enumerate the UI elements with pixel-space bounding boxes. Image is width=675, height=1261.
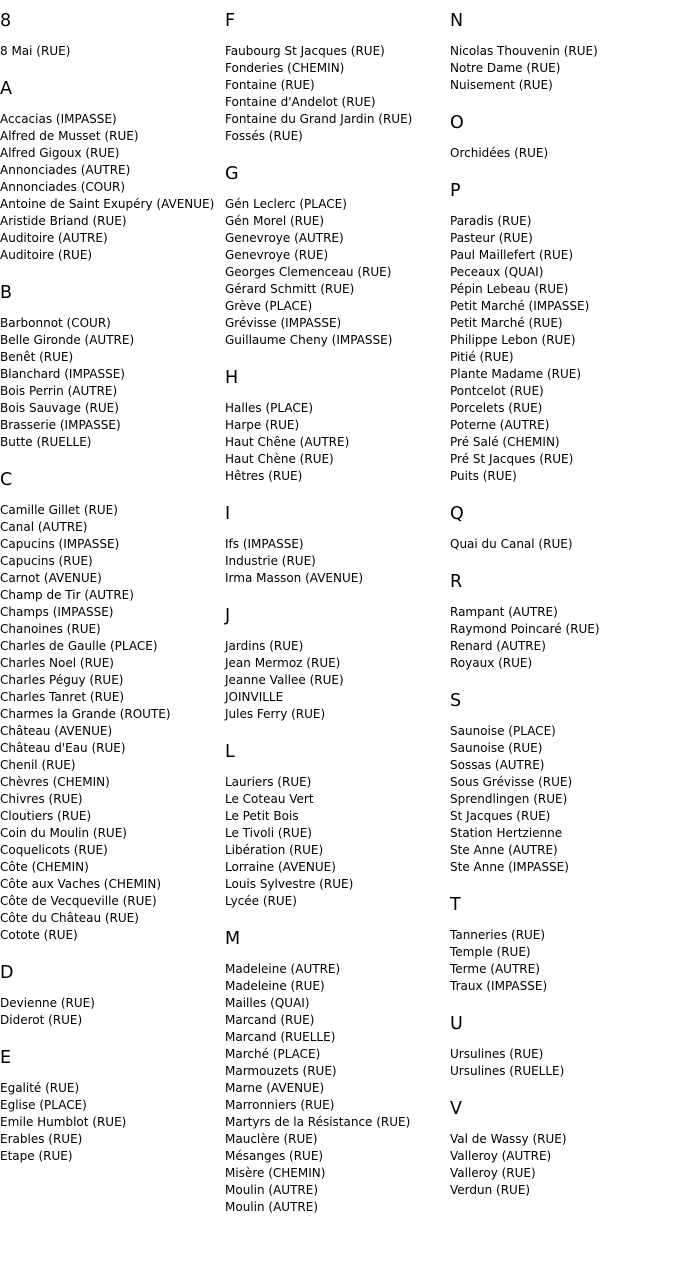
street-link[interactable]: Ursulines (RUELLE): [450, 1064, 565, 1078]
street-link[interactable]: Carnot (AVENUE): [0, 571, 102, 585]
street-link[interactable]: Halles (PLACE): [225, 401, 314, 415]
letter-heading: J: [225, 606, 231, 626]
letter-group-q: [450, 502, 675, 553]
street-link[interactable]: Antoine de Saint Exupéry (AVENUE): [0, 197, 215, 211]
street-link[interactable]: Paul Maillefert (RUE): [450, 248, 574, 262]
street-link[interactable]: JOINVILLE: [225, 690, 284, 704]
street-link[interactable]: Charmes la Grande (ROUTE): [0, 707, 171, 721]
street-link[interactable]: Charles de Gaulle (PLACE): [0, 639, 158, 653]
street-link[interactable]: Sous Grévisse (RUE): [450, 775, 573, 789]
street-link[interactable]: Coquelicots (RUE): [0, 843, 108, 857]
street-link[interactable]: Hêtres (RUE): [225, 469, 303, 483]
street-link[interactable]: Chenil (RUE): [0, 758, 76, 772]
letter-heading: V: [450, 1099, 462, 1119]
street-link[interactable]: Irma Masson (AVENUE): [225, 571, 364, 585]
street-link[interactable]: Gén Morel (RUE): [225, 214, 325, 228]
letter-heading: D: [0, 963, 14, 983]
street-link[interactable]: Capucins (RUE): [0, 554, 93, 568]
letter-group-r: [450, 570, 675, 672]
street-link[interactable]: Station Hertzienne: [450, 826, 563, 840]
street-link[interactable]: Libération (RUE): [225, 843, 324, 857]
street-link[interactable]: Louis Sylvestre (RUE): [225, 877, 354, 891]
street-link[interactable]: Camille Gillet (RUE): [0, 503, 118, 517]
street-link[interactable]: Charles Péguy (RUE): [0, 673, 124, 687]
street-link[interactable]: Ursulines (RUE): [450, 1047, 544, 1061]
street-link[interactable]: Royaux (RUE): [450, 656, 533, 670]
letter-heading: P: [450, 181, 461, 201]
column-1: [0, 9, 225, 1182]
street-link[interactable]: Belle Gironde (AUTRE): [0, 333, 135, 347]
street-link[interactable]: Fossés (RUE): [225, 129, 303, 143]
street-link[interactable]: Martyrs de la Résistance (RUE): [225, 1115, 411, 1129]
street-link[interactable]: Pontcelot (RUE): [450, 384, 544, 398]
street-link[interactable]: Madeleine (RUE): [225, 979, 325, 993]
street-link[interactable]: Rampant (AUTRE): [450, 605, 558, 619]
street-link[interactable]: Genevroye (AUTRE): [225, 231, 344, 245]
street-link[interactable]: Fonderies (CHEMIN): [225, 61, 345, 75]
street-link[interactable]: Saunoise (RUE): [450, 741, 543, 755]
street-link[interactable]: Château (AVENUE): [0, 724, 113, 738]
street-link[interactable]: Puits (RUE): [450, 469, 517, 483]
street-link[interactable]: Fontaine (RUE): [225, 78, 315, 92]
column-2: [225, 9, 450, 1233]
letter-heading: G: [225, 164, 239, 184]
street-link[interactable]: Ste Anne (IMPASSE): [450, 860, 569, 874]
street-link[interactable]: Côte du Château (RUE): [0, 911, 139, 925]
street-link[interactable]: Champ de Tir (AUTRE): [0, 588, 134, 602]
street-link[interactable]: Pré Salé (CHEMIN): [450, 435, 560, 449]
letter-heading: F: [225, 11, 236, 31]
street-link[interactable]: Canal (AUTRE): [0, 520, 88, 534]
letter-heading: C: [0, 470, 13, 490]
street-link[interactable]: Grévisse (IMPASSE): [225, 316, 342, 330]
letter-group-s: [450, 689, 675, 876]
street-link[interactable]: Nuisement (RUE): [450, 78, 553, 92]
letter-group-8: [0, 9, 225, 60]
street-link[interactable]: Diderot (RUE): [0, 1013, 83, 1027]
letter-group-h: [225, 366, 450, 485]
letter-group-l: [225, 740, 450, 910]
street-link[interactable]: Saunoise (PLACE): [450, 724, 556, 738]
street-link[interactable]: Pitié (RUE): [450, 350, 514, 364]
letter-heading: O: [450, 113, 464, 133]
street-link[interactable]: Accacias (IMPASSE): [0, 112, 117, 126]
street-link[interactable]: Poterne (AUTRE): [450, 418, 550, 432]
street-link[interactable]: Plante Madame (RUE): [450, 367, 582, 381]
street-link[interactable]: Egalité (RUE): [0, 1081, 80, 1095]
street-link[interactable]: Butte (RUELLE): [0, 435, 92, 449]
street-link[interactable]: Sossas (AUTRE): [450, 758, 545, 772]
street-link[interactable]: Gérard Schmitt (RUE): [225, 282, 355, 296]
street-link[interactable]: Barbonnot (COUR): [0, 316, 111, 330]
street-link[interactable]: Côte (CHEMIN): [0, 860, 89, 874]
street-link[interactable]: Eglise (PLACE): [0, 1098, 87, 1112]
street-link[interactable]: Côte de Vecqueville (RUE): [0, 894, 157, 908]
letter-group-f: [225, 9, 450, 145]
letter-heading: B: [0, 283, 13, 303]
street-link[interactable]: Verdun (RUE): [450, 1183, 531, 1197]
letter-group-i: [225, 502, 450, 587]
street-link[interactable]: Moulin (AUTRE): [225, 1200, 318, 1214]
column-3: [450, 9, 675, 1216]
street-link[interactable]: Petit Marché (RUE): [450, 316, 563, 330]
street-link[interactable]: Grève (PLACE): [225, 299, 313, 313]
street-link[interactable]: Emile Humblot (RUE): [0, 1115, 127, 1129]
street-link[interactable]: Porcelets (RUE): [450, 401, 543, 415]
street-link[interactable]: Sprendlingen (RUE): [450, 792, 568, 806]
street-link[interactable]: Champs (IMPASSE): [0, 605, 114, 619]
street-link[interactable]: Aristide Briand (RUE): [0, 214, 127, 228]
letter-group-j: [225, 604, 450, 723]
street-link[interactable]: Marcand (RUELLE): [225, 1030, 336, 1044]
letter-heading: H: [225, 368, 239, 388]
letter-heading: I: [225, 504, 231, 524]
street-link[interactable]: Marronniers (RUE): [225, 1098, 335, 1112]
letter-group-g: [225, 162, 450, 349]
street-link[interactable]: Haut Chêne (AUTRE): [225, 435, 350, 449]
street-link[interactable]: Haut Chène (RUE): [225, 452, 334, 466]
letter-heading: N: [450, 11, 464, 31]
street-link[interactable]: Pré St Jacques (RUE): [450, 452, 574, 466]
street-link[interactable]: Côte aux Vaches (CHEMIN): [0, 877, 161, 891]
street-link[interactable]: Le Tivoli (RUE): [225, 826, 312, 840]
street-link[interactable]: Jules Ferry (RUE): [225, 707, 326, 721]
street-link[interactable]: Orchidées (RUE): [450, 146, 549, 160]
street-link[interactable]: Genevroye (RUE): [225, 248, 329, 262]
letter-group-b: [0, 281, 225, 451]
street-link[interactable]: Lycée (RUE): [225, 894, 297, 908]
street-link[interactable]: Le Petit Bois: [225, 809, 299, 823]
letter-heading: E: [0, 1048, 12, 1068]
letter-group-p: [450, 179, 675, 485]
street-link[interactable]: Marcand (RUE): [225, 1013, 315, 1027]
street-link[interactable]: Alfred Gigoux (RUE): [0, 146, 120, 160]
street-link[interactable]: Brasserie (IMPASSE): [0, 418, 121, 432]
street-link[interactable]: Mésanges (RUE): [225, 1149, 324, 1163]
street-link[interactable]: Guillaume Cheny (IMPASSE): [225, 333, 393, 347]
street-link[interactable]: Industrie (RUE): [225, 554, 316, 568]
street-link[interactable]: Alfred de Musset (RUE): [0, 129, 139, 143]
letter-group-n: [450, 9, 675, 94]
street-link[interactable]: 8 Mai (RUE): [0, 44, 71, 58]
letter-group-u: [450, 1012, 675, 1080]
street-link[interactable]: Jardins (RUE): [225, 639, 304, 653]
street-link[interactable]: Auditoire (RUE): [0, 248, 93, 262]
letter-heading: S: [450, 691, 462, 711]
street-link[interactable]: Coin du Moulin (RUE): [0, 826, 127, 840]
street-link[interactable]: Lorraine (AVENUE): [225, 860, 336, 874]
street-link[interactable]: Peceaux (QUAI): [450, 265, 544, 279]
letter-group-o: [450, 111, 675, 162]
street-link[interactable]: Ifs (IMPASSE): [225, 537, 304, 551]
street-link[interactable]: Blanchard (IMPASSE): [0, 367, 125, 381]
street-link[interactable]: Benêt (RUE): [0, 350, 74, 364]
letter-heading: R: [450, 572, 463, 592]
letter-group-a: [0, 77, 225, 264]
street-link[interactable]: Pasteur (RUE): [450, 231, 533, 245]
street-link[interactable]: Renard (AUTRE): [450, 639, 546, 653]
street-link[interactable]: Cotote (RUE): [0, 928, 78, 942]
street-link[interactable]: Chivres (RUE): [0, 792, 83, 806]
street-link[interactable]: Jeanne Vallee (RUE): [225, 673, 344, 687]
street-link[interactable]: Bois Sauvage (RUE): [0, 401, 119, 415]
street-link[interactable]: Tanneries (RUE): [450, 928, 546, 942]
street-link[interactable]: Val de Wassy (RUE): [450, 1132, 567, 1146]
street-link[interactable]: Jean Mermoz (RUE): [225, 656, 341, 670]
letter-group-v: [450, 1097, 675, 1199]
street-link[interactable]: Faubourg St Jacques (RUE): [225, 44, 385, 58]
street-link[interactable]: Marmouzets (RUE): [225, 1064, 337, 1078]
letter-group-m: [225, 927, 450, 1216]
letter-group-t: [450, 893, 675, 995]
street-link[interactable]: Le Coteau Vert: [225, 792, 314, 806]
street-link[interactable]: Terme (AUTRE): [450, 962, 540, 976]
street-link[interactable]: Devienne (RUE): [0, 996, 95, 1010]
letter-heading: M: [225, 929, 241, 949]
street-link[interactable]: Traux (IMPASSE): [450, 979, 548, 993]
street-link[interactable]: Notre Dame (RUE): [450, 61, 561, 75]
letter-heading: U: [450, 1014, 463, 1034]
street-link[interactable]: Auditoire (AUTRE): [0, 231, 108, 245]
letter-heading: 8: [0, 11, 12, 31]
letter-group-c: [0, 468, 225, 944]
street-link[interactable]: Raymond Poincaré (RUE): [450, 622, 600, 636]
street-link[interactable]: Château d'Eau (RUE): [0, 741, 126, 755]
street-link[interactable]: Chèvres (CHEMIN): [0, 775, 110, 789]
street-link[interactable]: Paradis (RUE): [450, 214, 532, 228]
street-link[interactable]: Capucins (IMPASSE): [0, 537, 120, 551]
street-link[interactable]: Valleroy (AUTRE): [450, 1149, 552, 1163]
street-link[interactable]: Valleroy (RUE): [450, 1166, 536, 1180]
street-link[interactable]: Georges Clemenceau (RUE): [225, 265, 392, 279]
street-link[interactable]: Mauclère (RUE): [225, 1132, 318, 1146]
street-link[interactable]: Fontaine du Grand Jardin (RUE): [225, 112, 413, 126]
street-link[interactable]: Temple (RUE): [450, 945, 531, 959]
street-link[interactable]: Harpe (RUE): [225, 418, 300, 432]
street-link[interactable]: Annonciades (COUR): [0, 180, 126, 194]
street-link[interactable]: Charles Tanret (RUE): [0, 690, 124, 704]
street-link[interactable]: Marne (AVENUE): [225, 1081, 325, 1095]
letter-heading: Q: [450, 504, 464, 524]
street-link[interactable]: Charles Noel (RUE): [0, 656, 114, 670]
street-link[interactable]: Philippe Lebon (RUE): [450, 333, 576, 347]
street-link[interactable]: Ste Anne (AUTRE): [450, 843, 558, 857]
street-link[interactable]: Chanoines (RUE): [0, 622, 101, 636]
letter-heading: L: [225, 742, 235, 762]
street-link[interactable]: Nicolas Thouvenin (RUE): [450, 44, 598, 58]
street-link[interactable]: Bois Perrin (AUTRE): [0, 384, 118, 398]
letter-group-e: [0, 1046, 225, 1165]
street-link[interactable]: Fontaine d'Andelot (RUE): [225, 95, 376, 109]
street-link[interactable]: Petit Marché (IMPASSE): [450, 299, 590, 313]
street-link[interactable]: Erables (RUE): [0, 1132, 83, 1146]
street-link[interactable]: Marché (PLACE): [225, 1047, 321, 1061]
street-link[interactable]: Etape (RUE): [0, 1149, 73, 1163]
letter-heading: T: [450, 895, 461, 915]
street-link[interactable]: Annonciades (AUTRE): [0, 163, 131, 177]
letter-group-d: [0, 961, 225, 1029]
street-link[interactable]: Misère (CHEMIN): [225, 1166, 326, 1180]
street-link[interactable]: Gén Leclerc (PLACE): [225, 197, 347, 211]
street-link[interactable]: Pépin Lebeau (RUE): [450, 282, 569, 296]
street-link[interactable]: Mailles (QUAI): [225, 996, 310, 1010]
street-link[interactable]: St Jacques (RUE): [450, 809, 551, 823]
street-link[interactable]: Quai du Canal (RUE): [450, 537, 573, 551]
street-link[interactable]: Madeleine (AUTRE): [225, 962, 341, 976]
street-link[interactable]: Cloutiers (RUE): [0, 809, 92, 823]
street-link[interactable]: Moulin (AUTRE): [225, 1183, 318, 1197]
letter-heading: A: [0, 79, 12, 99]
street-link[interactable]: Lauriers (RUE): [225, 775, 312, 789]
